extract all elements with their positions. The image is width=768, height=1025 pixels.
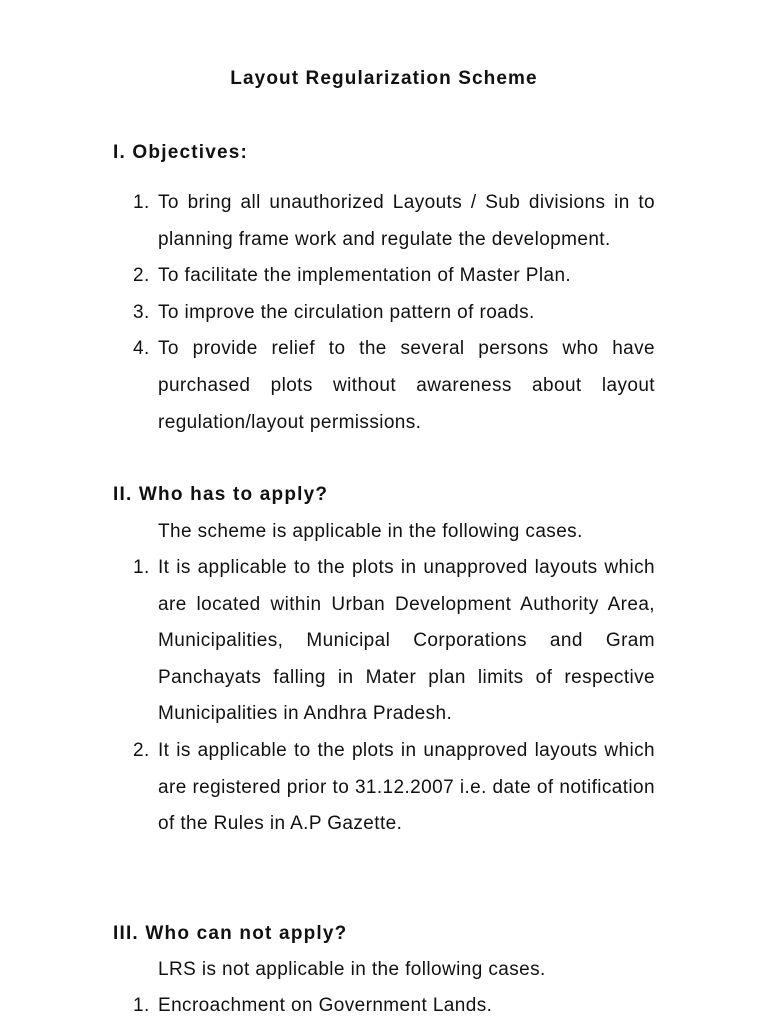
list-item — [0, 988, 655, 1025]
section-heading-objectives: I. Objectives: — [113, 142, 249, 163]
list-item-text: It is applicable to the plots in unapproved layouts which are located within Urban Development Authority Area, Municipalities, Municipal Corporations and Gram Panchayats falling in Mater plan limits of respective Municipalities in Andhra Pradesh. — [158, 557, 655, 725]
list-item-text: To facilitate the implementation of Master Plan. — [158, 265, 572, 287]
list-item — [0, 295, 655, 332]
list-item-text: To bring all unauthorized Layouts / Sub divisions in to planning frame work and regulate the development. — [158, 192, 655, 250]
list-item-number: 2. — [133, 739, 150, 761]
section-intro: LRS is not applicable in the following cases. — [158, 959, 546, 980]
list-item — [0, 258, 655, 295]
objectives-list — [0, 185, 655, 441]
list-item-number: 2. — [133, 265, 150, 287]
section-heading-who-has-to-apply: II. Who has to apply? — [113, 484, 329, 505]
list-item — [0, 331, 655, 441]
list-item-text: To improve the circulation pattern of roads. — [158, 301, 535, 323]
who-has-to-apply-list — [0, 550, 655, 843]
list-item-number: 1. — [133, 995, 150, 1016]
section-heading-who-can-not-apply: III. Who can not apply? — [113, 923, 348, 944]
list-item-text: To provide relief to the several persons who have purchased plots without awareness about layout regulation/layout permissions. — [158, 338, 655, 433]
list-item-text: It is applicable to the plots in unapproved layouts which are registered prior to 31.12.2007 i.e. date of notification of the Rules in A.P Gazette. — [158, 739, 655, 835]
list-item-text: Encroachment on Government Lands. — [158, 995, 493, 1016]
document-title: Layout Regularization Scheme — [230, 68, 538, 89]
list-item — [0, 733, 655, 843]
section-intro: The scheme is applicable in the following cases. — [158, 521, 583, 542]
list-item-number: 1. — [133, 192, 150, 213]
list-item-number: 3. — [133, 301, 150, 323]
list-item — [0, 185, 655, 258]
list-item — [0, 550, 655, 733]
list-item-number: 1. — [133, 557, 150, 578]
who-can-not-apply-list — [0, 988, 655, 1025]
list-item-number: 4. — [133, 338, 150, 360]
